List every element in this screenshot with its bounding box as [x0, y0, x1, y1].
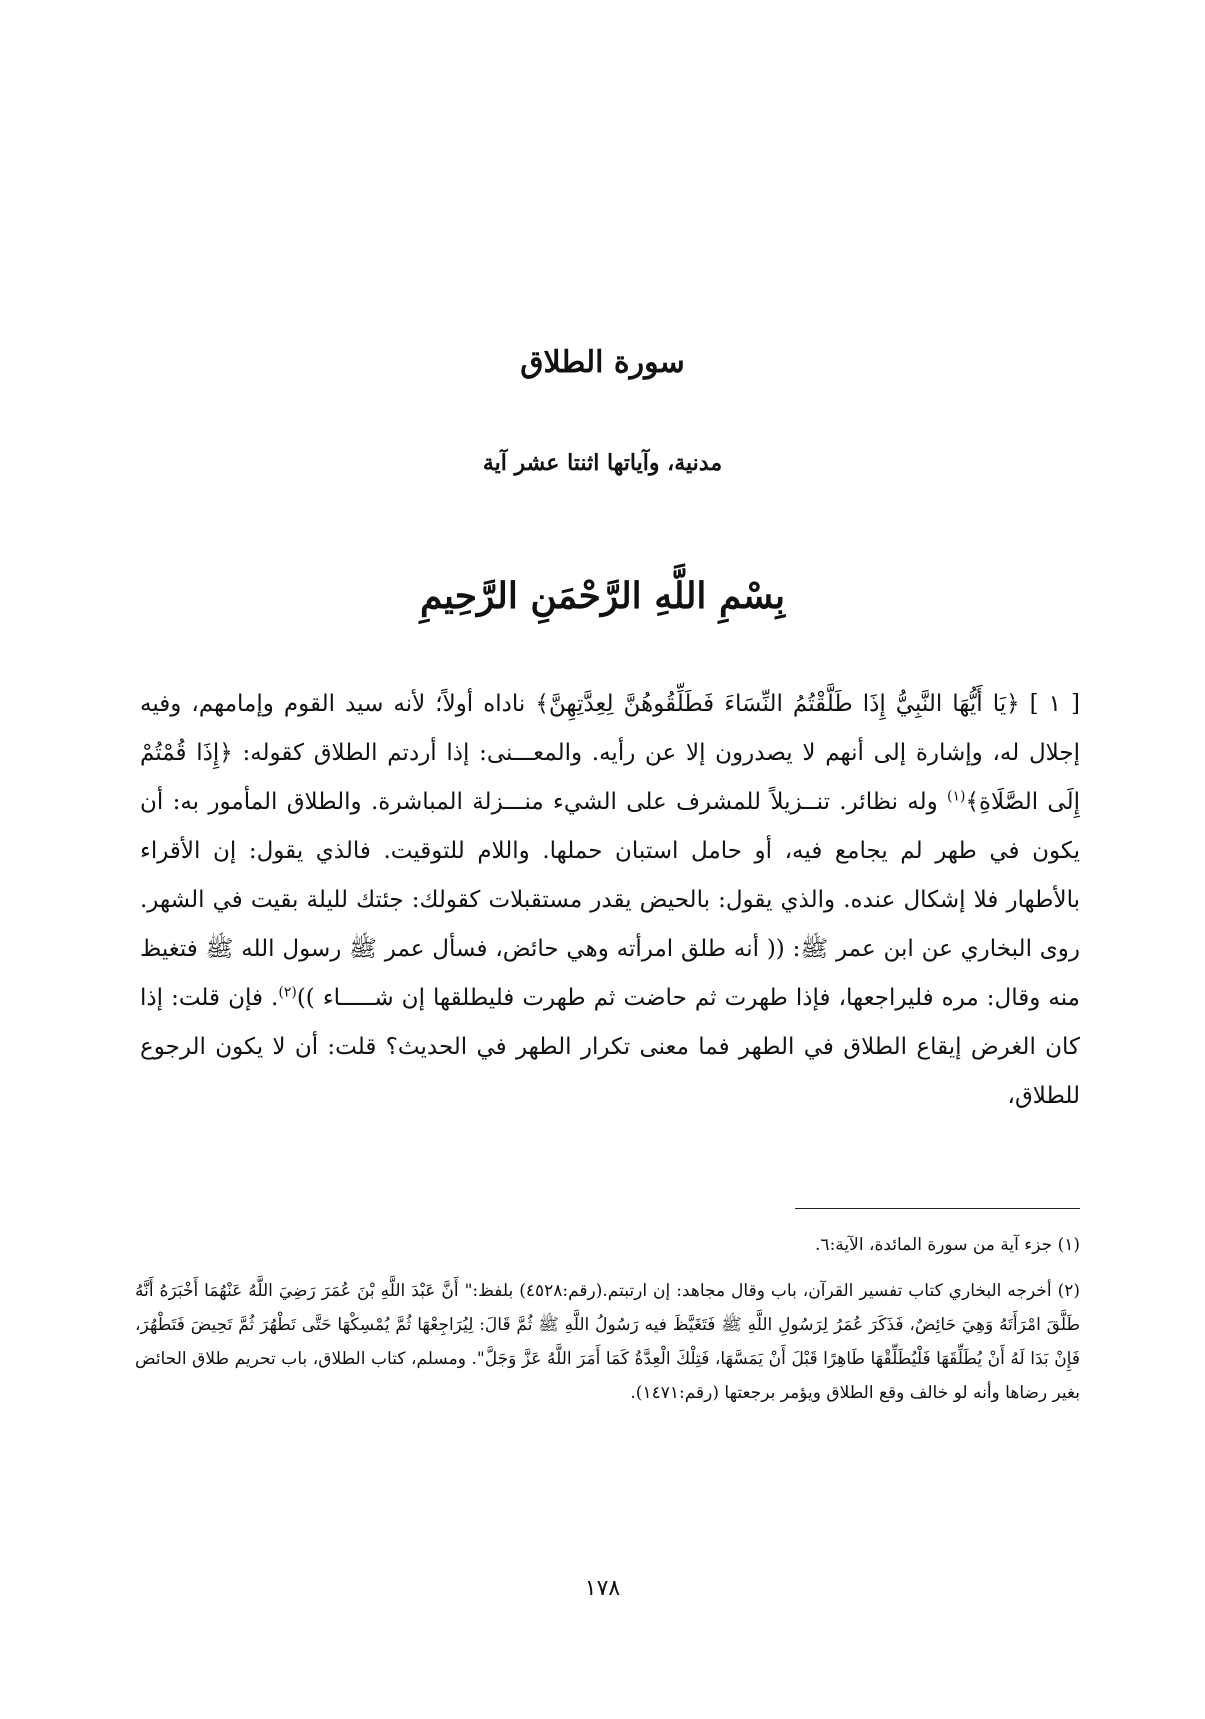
inner-verse-quote: ﴿إِذَا قُمْتُمْ إِلَى الصَّلَاةِ﴾: [140, 740, 1080, 815]
footnote-ref-2: (٢): [278, 984, 297, 1001]
footnote-ref-1: (١): [947, 788, 966, 805]
verse-marker: [ ١ ]: [1029, 691, 1081, 717]
footnotes: [135, 1228, 1080, 1422]
page-number: ١٧٨: [584, 1576, 621, 1601]
verse-quote: ﴿يَا أَيُّهَا النَّبِيُّ إِذَا طَلَّقْتُمُ النِّسَاءَ فَطَلِّقُوهُنَّ لِعِدَّتِهِنَّ﴾: [535, 691, 1020, 717]
surah-title: سورة الطلاق: [520, 345, 685, 380]
commentary-paragraph: [140, 680, 1080, 1121]
revelation-info: مدنية، وآياتها اثنتا عشر آية: [482, 450, 723, 476]
footnote-divider: [795, 1208, 1080, 1209]
commentary-text-part2: وله نظائر. تنــزيلاً للمشرف على الشيء منـــزلة المباشرة. والطلاق المأمور به: أن يكون في طهر لم يجامع فيه، أو حامل استبان حملها. واللام للتوقيت. فالذي يقول: إن الأقراء بالأطهار فلا إشكال عنده. والذي يقول: بالحيض يقدر مستقبلات كقولك: جئتك لليلة بقيت في الشهر. روى البخاري عن ابن عمر ﷺ: (( أنه طلق امرأته وهي حائض، فسأل عمر ﷺ رسول الله ﷺ فتغيظ منه وقال: مره فليراجعها، فإذا طهرت ثم حاضت ثم طهرت فليطلقها إن شـــــاء )): [140, 789, 1080, 1011]
footnote-2: (٢) أخرجه البخاري كتاب تفسير القرآن، باب وقال مجاهد: إن ارتبتم.(رقم:٤٥٢٨) بلفظ:" أَنَّ عَبْدَ اللَّهِ بْنَ عُمَرَ رَضِيَ اللَّهُ عَنْهُمَا أَخْبَرَهُ أَنَّهُ طَلَّقَ امْرَأَتَهُ وَهِيَ حَائِضٌ، فَذَكَرَ عُمَرُ لِرَسُولِ اللَّهِ ﷺ فَتَغَيَّظَ فيه رَسُولُ اللَّهِ ﷺ ثُمَّ قَالَ: لِيُرَاجِعْهَا ثُمَّ يُمْسِكْهَا حَتَّى تَطْهُرَ ثُمَّ تَحِيضَ فَتَطْهُرَ، فَإِنْ بَدَا لَهُ أَنْ يُطَلِّقَهَا فَلْيُطَلِّقْهَا طَاهِرًا قَبْلَ أَنْ يَمَسَّهَا، فَتِلْكَ الْعِدَّةُ كَمَا أَمَرَ اللَّهُ عَزَّ وَجَلَّ". ومسلم، كتاب الطلاق، باب تحريم طلاق الحائض بغير رضاها وأنه لو خالف وقع الطلاق ويؤمر برجعتها (رقم:١٤٧١).: [135, 1281, 1080, 1403]
basmala: بِسْمِ اللَّهِ الرَّحْمَنِ الرَّحِيمِ: [419, 575, 786, 617]
commentary-text-part3: . فإن قلت: إذا كان الغرض إيقاع الطلاق في الطهر فما معنى تكرار الطهر في الحديث؟ قلت: أن لا يكون الرجوع للطلاق،: [140, 985, 1080, 1109]
commentary-body: [140, 680, 1080, 1121]
footnote-1: (١) جزء آية من سورة المائدة، الآية:٦.: [815, 1235, 1080, 1255]
commentary-text-part1: ناداه أولاً؛ لأنه سيد القوم وإمامهم، وفيه إجلال له، وإشارة إلى أنهم لا يصدرون إلا عن رأيه. والمعـــنى: إذا أردتم الطلاق كقوله:: [140, 691, 1080, 766]
